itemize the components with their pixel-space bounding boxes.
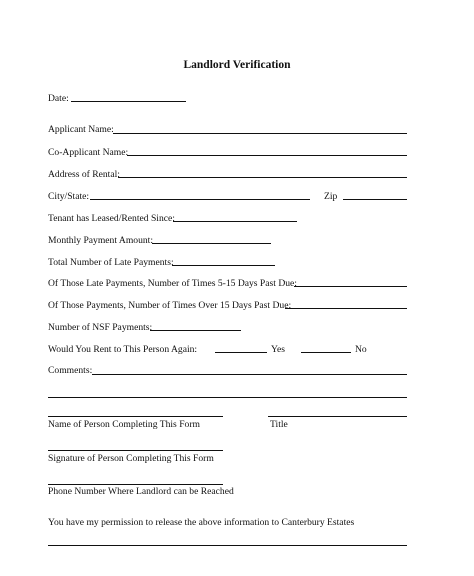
city-state-label: City/State: <box>48 191 90 202</box>
late-over-15-label: Of Those Payments, Number of Times Over 15 Days Past Due: <box>48 300 292 311</box>
rent-again-label: Would You Rent to This Person Again: <box>48 344 198 355</box>
applicant-name-field[interactable] <box>113 133 407 134</box>
tenant-since-field[interactable] <box>173 221 297 222</box>
zip-field[interactable] <box>343 199 407 200</box>
permission-signature-field[interactable] <box>48 545 407 546</box>
name-completing-field[interactable] <box>48 416 223 417</box>
phone-field[interactable] <box>48 484 223 485</box>
rent-again-no-field[interactable] <box>301 352 351 353</box>
monthly-payment-field[interactable] <box>152 243 271 244</box>
late-over-15-field[interactable] <box>285 308 407 309</box>
signature-label: Signature of Person Completing This Form <box>48 453 214 464</box>
date-field[interactable] <box>71 101 186 102</box>
late-payments-field[interactable] <box>172 265 275 266</box>
title-label: Title <box>270 419 288 430</box>
name-completing-label: Name of Person Completing This Form <box>48 419 200 430</box>
zip-label: Zip <box>324 191 338 202</box>
late-5-15-label: Of Those Late Payments, Number of Times 5-15 Days Past Due: <box>48 278 297 289</box>
tenant-since-label: Tenant has Leased/Rented Since: <box>48 213 175 224</box>
comments-field-line-2[interactable] <box>48 397 407 398</box>
nsf-label: Number of NSF Payments: <box>48 322 153 333</box>
rent-again-yes-field[interactable] <box>215 352 267 353</box>
co-applicant-name-label: Co-Applicant Name: <box>48 147 129 158</box>
date-label: Date: <box>48 93 69 104</box>
address-label: Address of Rental: <box>48 169 120 180</box>
city-state-field[interactable] <box>90 199 310 200</box>
late-payments-label: Total Number of Late Payments: <box>48 257 174 268</box>
title-field[interactable] <box>268 416 407 417</box>
permission-text: You have my permission to release the above information to Canterbury Estates <box>48 517 355 528</box>
co-applicant-name-field[interactable] <box>127 155 407 156</box>
nsf-field[interactable] <box>150 330 241 331</box>
monthly-payment-label: Monthly Payment Amount: <box>48 235 154 246</box>
late-5-15-field[interactable] <box>294 286 407 287</box>
signature-field[interactable] <box>48 450 223 451</box>
comments-field-line-1[interactable] <box>92 374 407 375</box>
applicant-name-label: Applicant Name: <box>48 124 114 135</box>
yes-label: Yes <box>271 344 285 355</box>
phone-label: Phone Number Where Landlord can be Reached <box>48 486 234 497</box>
no-label: No <box>355 344 367 355</box>
address-field[interactable] <box>118 177 407 178</box>
form-title: Landlord Verification <box>183 59 291 71</box>
comments-label: Comments: <box>48 365 93 376</box>
